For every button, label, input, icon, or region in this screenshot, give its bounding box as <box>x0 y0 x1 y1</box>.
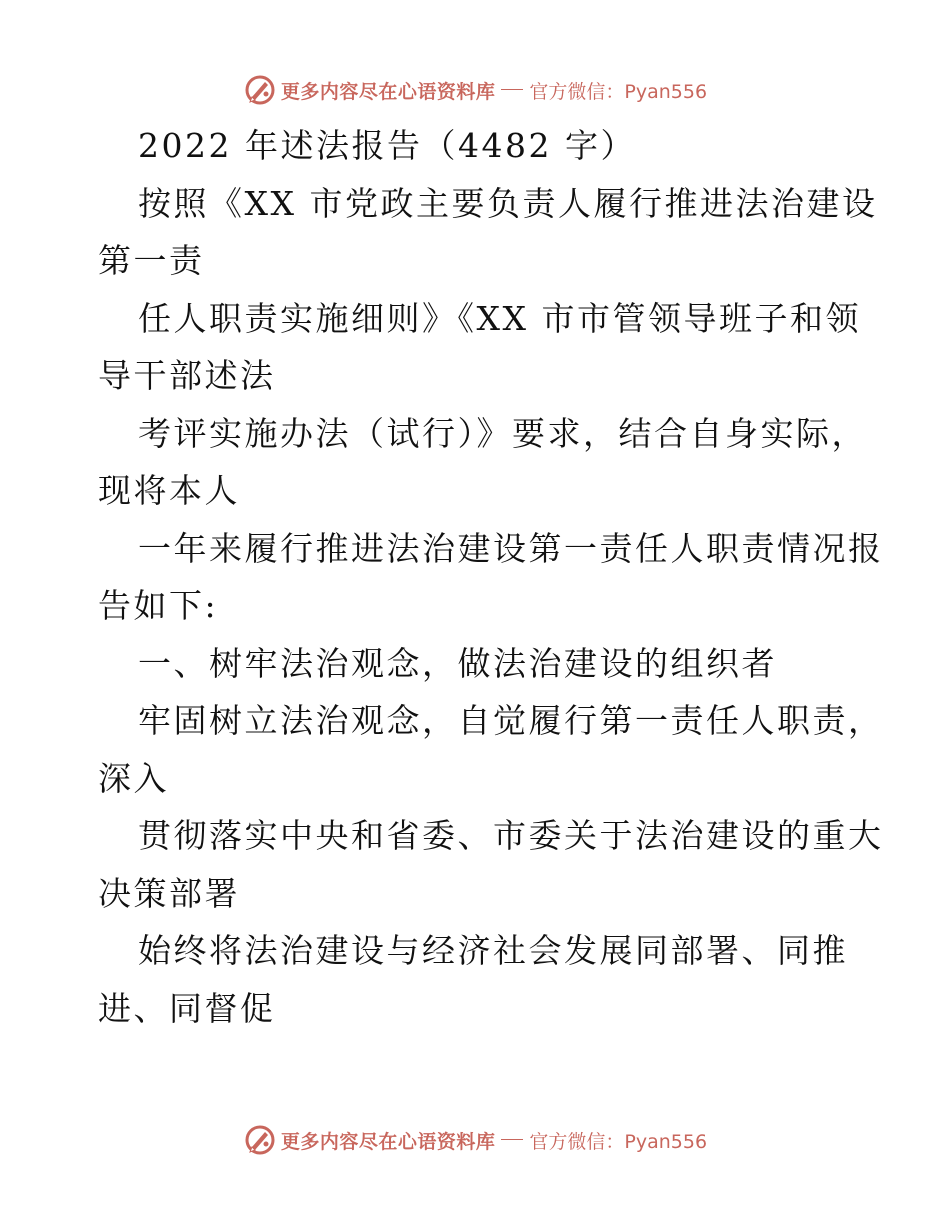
watermark-text: 更多内容尽在心语资料库 <box>280 80 496 103</box>
document-line: 任人职责实施细则》《XX 市市管领导班子和领 <box>138 298 861 338</box>
watermark-dash <box>501 1139 523 1140</box>
watermark-wechat-label: 官方微信：Pyan556 <box>529 80 708 103</box>
document-line: 深入 <box>98 758 169 798</box>
watermark-dash <box>501 89 523 90</box>
document-line: 一年来履行推进法治建设第一责任人职责情况报 <box>138 528 884 568</box>
header-watermark <box>0 70 950 110</box>
document-body <box>98 117 888 1037</box>
section-heading: 一、树牢法治观念，做法治建设的组织者 <box>138 643 777 683</box>
document-line: 按照《XX 市党政主要负责人履行推进法治建设 <box>138 183 878 223</box>
watermark-wechat-label: 官方微信：Pyan556 <box>529 1130 708 1153</box>
document-line: 始终将法治建设与经济社会发展同部署、同推 <box>138 931 848 970</box>
document-line: 进、同督促 <box>98 988 276 1028</box>
document-line: 导干部述法 <box>98 356 276 395</box>
document-line: 现将本人 <box>98 471 240 510</box>
document-line: 考评实施办法（试行）》要求，结合自身实际， <box>138 413 867 453</box>
watermark-text: 更多内容尽在心语资料库 <box>280 1130 496 1153</box>
pen-logo-icon <box>243 1123 277 1157</box>
document-line: 牢固树立法治观念，自觉履行第一责任人职责， <box>138 701 884 740</box>
document-line: 第一责 <box>98 241 205 280</box>
footer-watermark <box>0 1120 950 1160</box>
document-line: 告如下: <box>98 586 219 625</box>
document-line: 贯彻落实中央和省委、市委关于法治建设的重大 <box>138 816 884 855</box>
document-line: 决策部署 <box>98 873 240 913</box>
pen-logo-icon <box>243 73 277 107</box>
document-line: 2022 年述法报告（4482 字） <box>138 126 636 165</box>
